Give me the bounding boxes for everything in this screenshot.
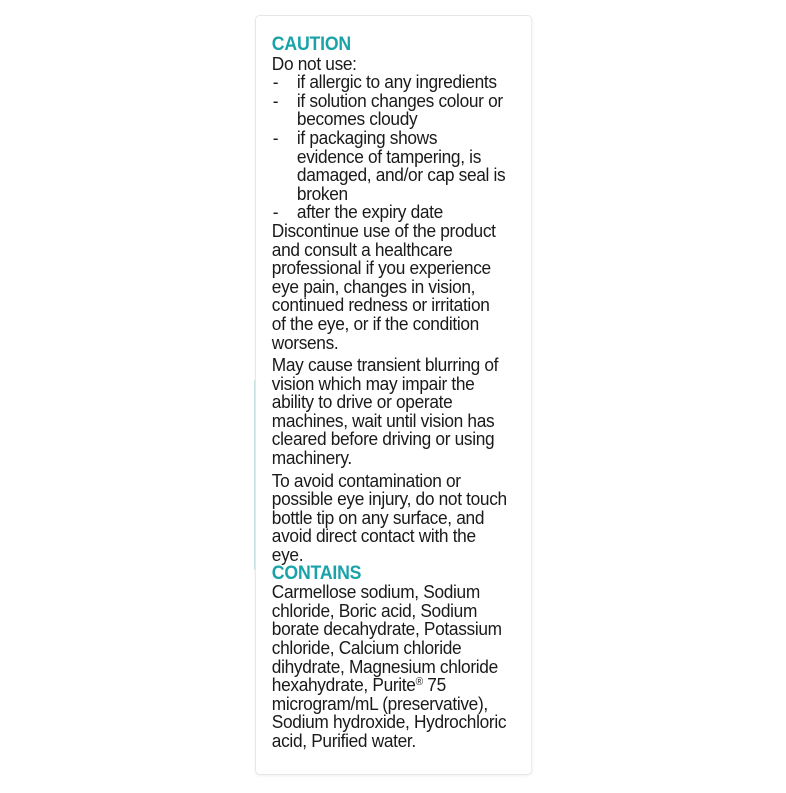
caution-paragraph <box>271 469 526 566</box>
paragraph-line: ability to drive or operate <box>271 391 453 413</box>
bullet-line: evidence of tampering, is <box>296 145 482 167</box>
paragraph-line: eye pain, changes in vision, <box>271 275 476 297</box>
ingredient-line: acid, Purified water. <box>271 729 416 751</box>
bullet-line: becomes cloudy <box>296 108 418 130</box>
caution-bullet <box>272 73 526 92</box>
paragraph-line: vision which may impair the <box>271 372 475 394</box>
ingredient-line: chloride, Boric acid, Sodium <box>271 599 478 621</box>
caution-paragraph <box>271 219 526 353</box>
bullet-dash: - <box>272 201 279 223</box>
paragraph-line: machines, wait until vision has <box>271 409 495 431</box>
ingredient-line: borate decahydrate, Potassium <box>271 618 502 640</box>
ingredient-line: microgram/mL (preservative), <box>271 692 488 714</box>
caution-intro: Do not use: <box>271 52 357 74</box>
bullet-line: if packaging shows <box>296 126 438 148</box>
caution-bullet-list <box>272 73 526 222</box>
caution-bullet <box>272 203 526 222</box>
ingredient-line-purite <box>272 676 526 695</box>
paragraph-line: Discontinue use of the product <box>271 219 496 241</box>
paragraph-line: May cause transient blurring of <box>271 354 499 376</box>
purite-text: hexahydrate, Purite <box>271 674 416 696</box>
bullet-dash: - <box>272 126 279 148</box>
bullet-line: broken <box>296 182 348 204</box>
bullet-dash: - <box>272 71 279 93</box>
ingredient-line: Sodium hydroxide, Hydrochloric <box>271 711 507 733</box>
contains-heading: CONTAINS <box>271 562 362 584</box>
paragraph-line: of the eye, or if the condition <box>271 312 479 334</box>
bullet-dash: - <box>272 89 279 111</box>
label-panel <box>256 16 531 774</box>
paragraph-line: avoid direct contact with the <box>271 525 476 547</box>
caution-heading: CAUTION <box>271 34 352 55</box>
purite-suffix: 75 <box>422 674 446 696</box>
paragraph-line: continued redness or irritation <box>271 294 490 316</box>
paragraph-line: machinery. <box>271 447 352 469</box>
paragraph-line: professional if you experience <box>271 257 491 279</box>
caution-bullet <box>272 126 526 204</box>
bullet-line: damaged, and/or cap seal is <box>296 164 506 186</box>
paragraph-line: possible eye injury, do not touch <box>271 488 507 510</box>
paragraph-line: worsens. <box>271 331 339 353</box>
bullet-line: if solution changes colour or <box>296 89 503 111</box>
ingredient-line: Carmellose sodium, Sodium <box>271 581 480 603</box>
paragraph-line: To avoid contamination or <box>271 469 461 491</box>
ingredient-line: dihydrate, Magnesium chloride <box>271 655 498 677</box>
paragraph-line: eye. <box>271 544 304 566</box>
bullet-line: after the expiry date <box>296 201 443 223</box>
ingredient-line: chloride, Calcium chloride <box>271 637 462 658</box>
paragraph-line: and consult a healthcare <box>271 238 453 260</box>
bullet-line: if allergic to any ingredients <box>296 71 497 93</box>
caution-paragraph <box>272 356 526 468</box>
contains-ingredients <box>272 583 526 750</box>
paragraph-line: cleared before driving or using <box>271 428 495 450</box>
paragraph-line: bottle tip on any surface, and <box>271 506 485 528</box>
caution-bullet <box>272 89 526 130</box>
registered-mark: ® <box>415 676 423 689</box>
